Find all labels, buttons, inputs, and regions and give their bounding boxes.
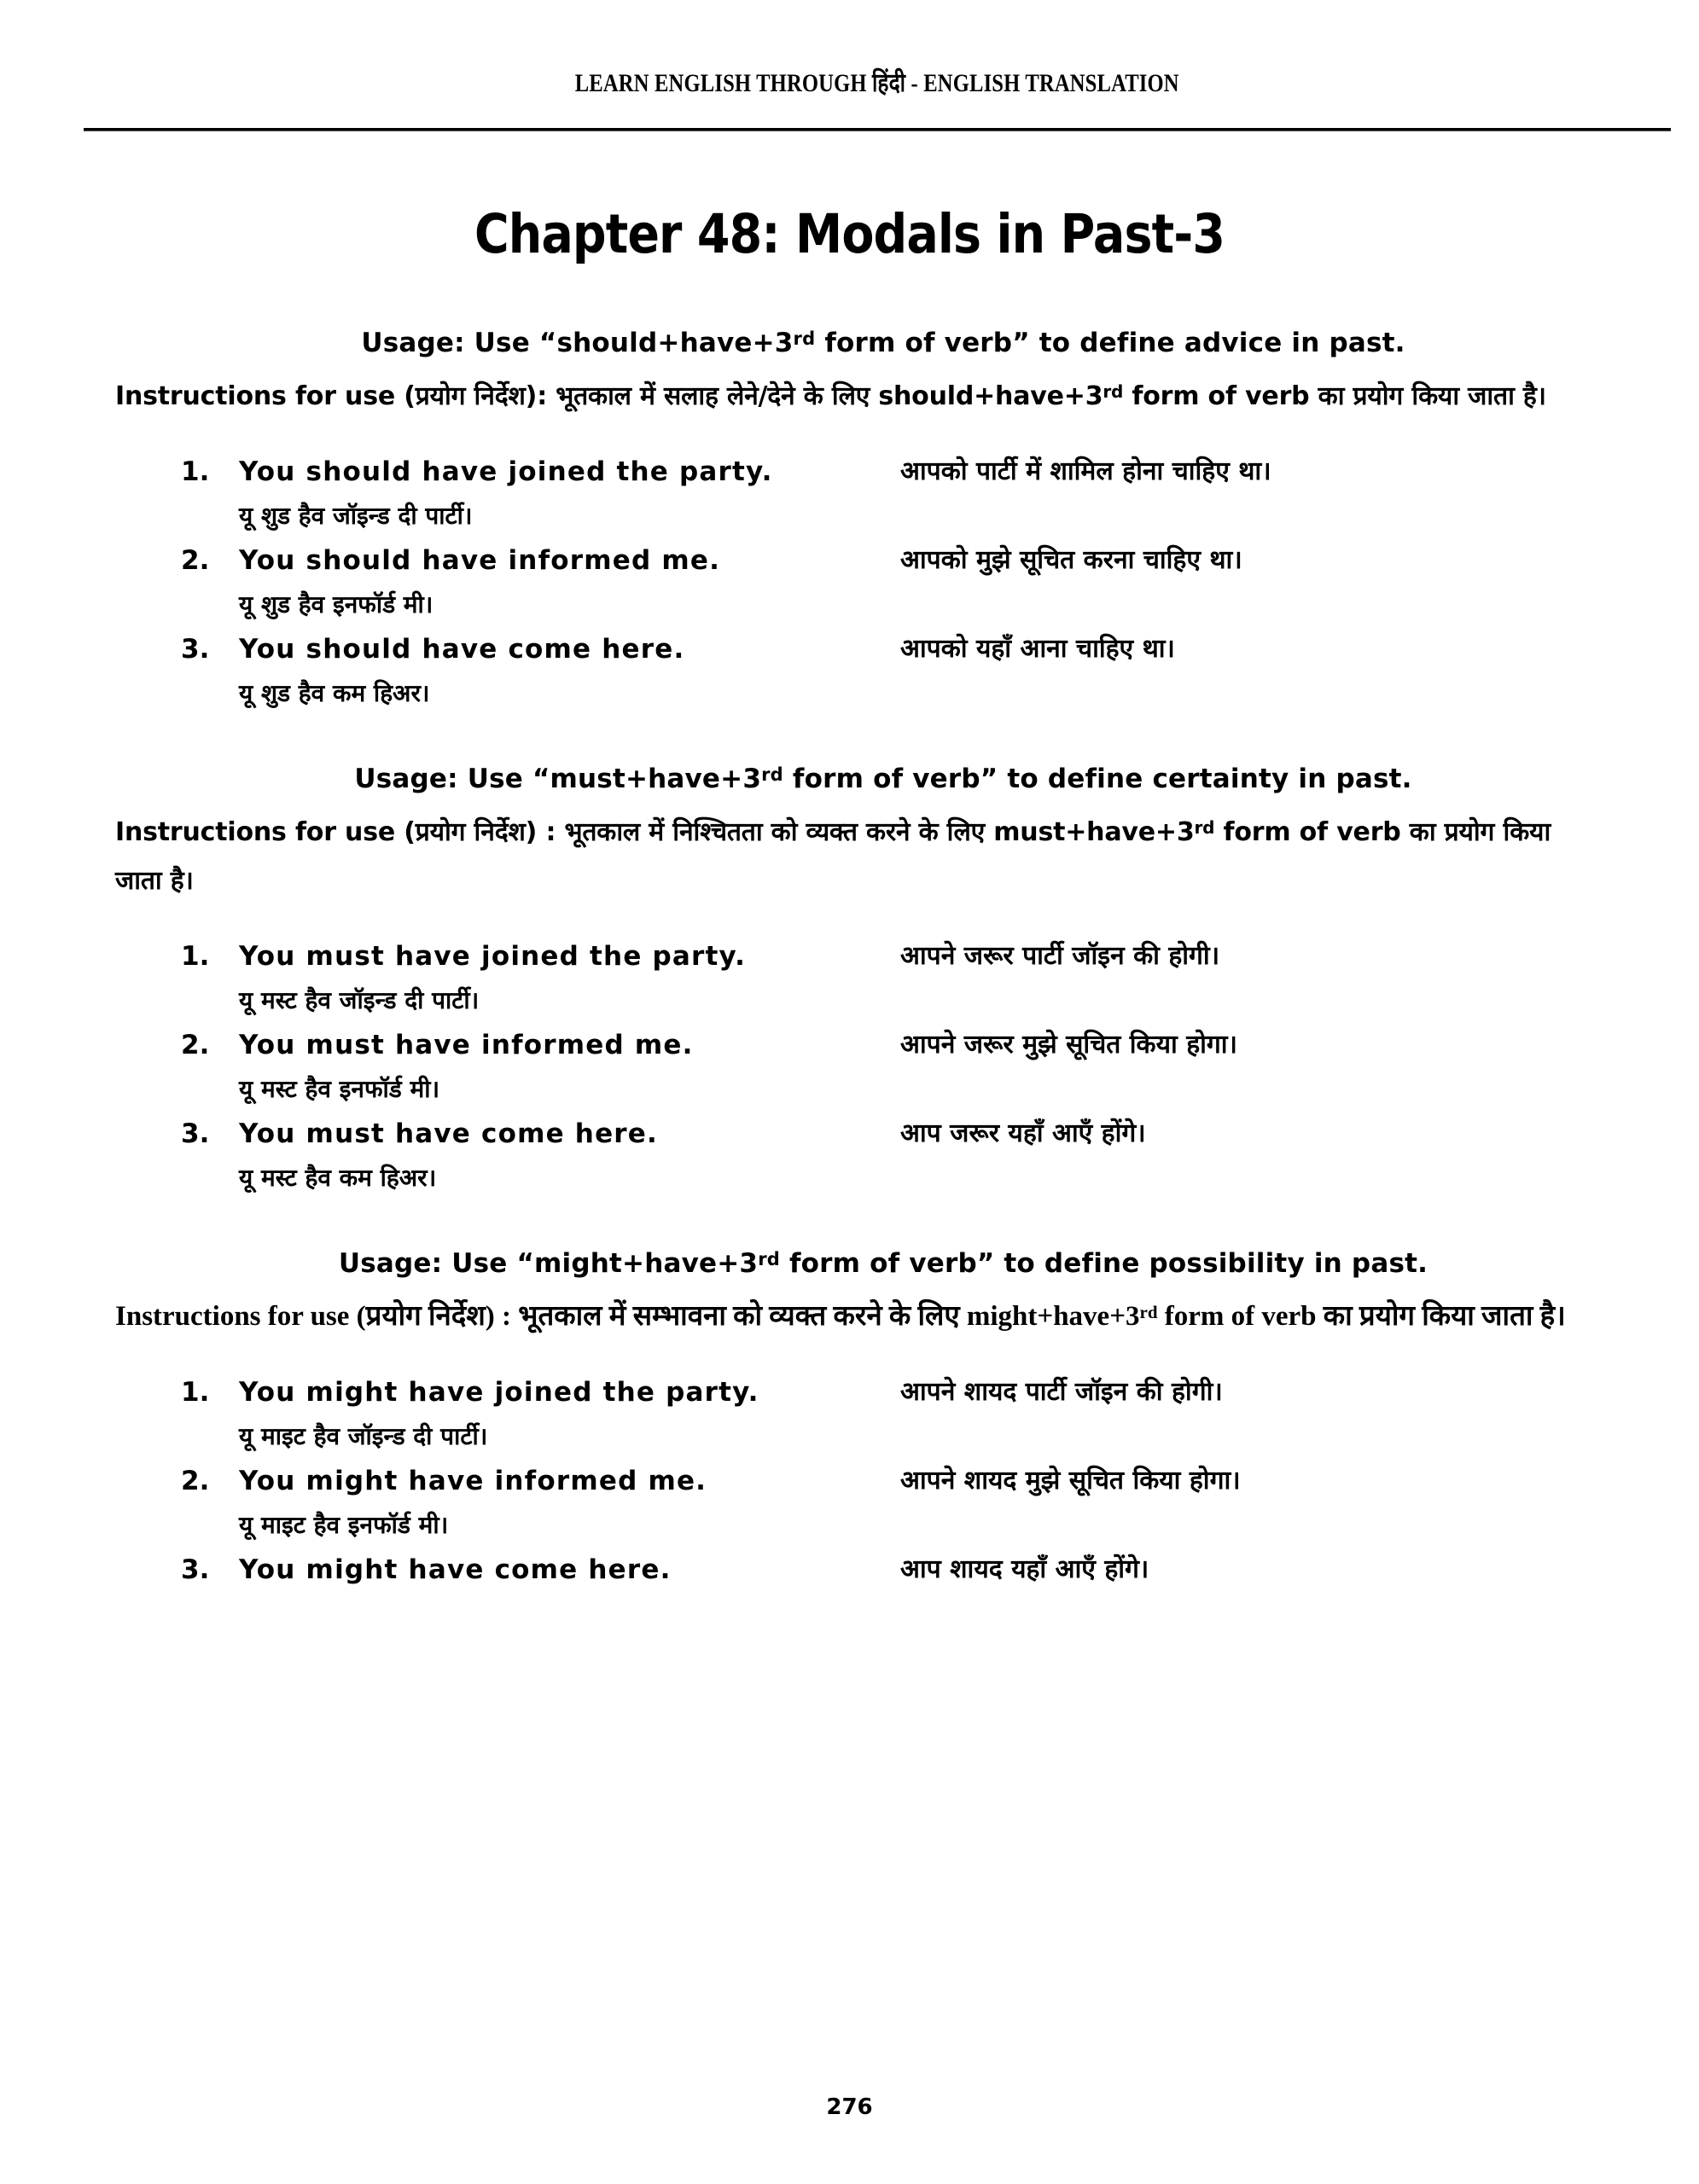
example-item	[115, 934, 1600, 979]
example-item	[115, 538, 1600, 583]
running-header-title: LEARN ENGLISH THROUGH हिंदी - ENGLISH TRANSLATION	[574, 69, 1180, 97]
usage-ordinal-suffix: rd	[793, 328, 816, 349]
usage-text-prefix: Usage: Use “should+have+3	[361, 328, 794, 358]
example-transliteration: यू शुड हैव कम हिअर।	[239, 679, 430, 707]
example-hindi-translation: आपको यहाँ आना चाहिए था।	[900, 634, 1175, 664]
instructions-paragraph	[115, 1288, 1600, 1341]
example-item	[115, 1370, 1600, 1414]
example-english-sentence: You might have joined the party.	[239, 1377, 759, 1408]
example-english-sentence: You might have come here.	[239, 1554, 672, 1585]
example-hindi-translation: आपने शायद मुझे सूचित किया होगा।	[900, 1466, 1241, 1496]
example-hindi-translation: आपने शायद पार्टी जॉइन की होगी।	[900, 1377, 1223, 1407]
example-transliteration: यू माइट हैव जॉइन्ड दी पार्टी।	[239, 1422, 488, 1450]
example-list	[115, 450, 1600, 716]
instructions-text-prefix: Instructions for use (प्रयोग निर्देश): भूतकाल में सलाह लेने/देने के लिए should+have+3	[115, 381, 1103, 411]
usage-text-suffix: form of verb” to define certainty in past.	[783, 764, 1412, 794]
instructions-text-suffix: form of verb का प्रयोग किया जाता है।	[1157, 1301, 1566, 1332]
instructions-paragraph	[115, 368, 1600, 421]
instructions-ordinal-suffix: rd	[1139, 1302, 1158, 1322]
example-english-sentence: You should have informed me.	[239, 545, 721, 576]
usage-statement	[115, 317, 1600, 364]
document-body	[115, 317, 1600, 1629]
instructions-text-prefix: Instructions for use (प्रयोग निर्देश) : भूतकाल में सम्भावना को व्यक्त करने के लिए might+have+3	[115, 1301, 1140, 1332]
example-hindi-translation: आपको मुझे सूचित करना चाहिए था।	[900, 545, 1242, 575]
usage-text-prefix: Usage: Use “might+have+3	[338, 1248, 759, 1279]
example-transliteration: यू माइट हैव इनफॉर्ड मी।	[239, 1511, 449, 1539]
example-number: 2.	[181, 1466, 210, 1496]
example-number: 1.	[181, 456, 210, 487]
example-hindi-translation: आपको पार्टी में शामिल होना चाहिए था।	[900, 456, 1271, 486]
usage-text-prefix: Usage: Use “must+have+3	[354, 764, 762, 794]
example-english-sentence: You must have come here.	[239, 1118, 658, 1149]
usage-statement	[115, 1238, 1600, 1285]
example-transliteration: यू मस्ट हैव इनफॉर्ड मी।	[239, 1075, 440, 1103]
usage-section	[115, 1238, 1600, 1592]
example-list	[115, 934, 1600, 1200]
instructions-paragraph	[115, 804, 1600, 905]
example-list	[115, 1370, 1600, 1592]
usage-statement	[115, 753, 1600, 800]
instructions-ordinal-suffix: rd	[1194, 817, 1215, 838]
instructions-text-suffix: form of verb का प्रयोग किया जाता है।	[115, 817, 1551, 896]
example-number: 1.	[181, 941, 210, 972]
example-item	[115, 627, 1600, 671]
usage-text-suffix: form of verb” to define possibility in past.	[780, 1248, 1428, 1279]
instructions-ordinal-suffix: rd	[1103, 381, 1124, 402]
example-english-sentence: You must have joined the party.	[239, 941, 747, 972]
example-number: 2.	[181, 545, 210, 576]
instructions-text-suffix: form of verb का प्रयोग किया जाता है।	[1123, 381, 1546, 411]
page-number: 276	[826, 2094, 873, 2120]
example-english-sentence: You might have informed me.	[239, 1466, 707, 1496]
usage-section	[115, 753, 1600, 1200]
example-english-sentence: You should have joined the party.	[239, 456, 773, 487]
instructions-text-prefix: Instructions for use (प्रयोग निर्देश) : भूतकाल में निश्चितता को व्यक्त करने के लिए must+have+3	[115, 817, 1195, 847]
example-item	[115, 1112, 1600, 1156]
example-transliteration: यू शुड हैव जॉइन्ड दी पार्टी।	[239, 502, 473, 530]
example-hindi-translation: आपने जरूर पार्टी जॉइन की होगी।	[900, 941, 1220, 971]
example-number: 3.	[181, 634, 210, 665]
example-number: 2.	[181, 1030, 210, 1060]
example-english-sentence: You should have come here.	[239, 634, 685, 665]
example-hindi-translation: आपने जरूर मुझे सूचित किया होगा।	[900, 1030, 1237, 1060]
usage-text-suffix: form of verb” to define advice in past.	[815, 328, 1405, 358]
example-english-sentence: You must have informed me.	[239, 1030, 694, 1060]
running-header	[84, 64, 1671, 99]
example-item	[115, 1023, 1600, 1067]
usage-ordinal-suffix: rd	[758, 1249, 780, 1269]
example-number: 1.	[181, 1377, 210, 1408]
usage-section	[115, 317, 1600, 716]
example-number: 3.	[181, 1554, 210, 1585]
example-number: 3.	[181, 1118, 210, 1149]
example-hindi-translation: आप जरूर यहाँ आएँ होंगे।	[900, 1118, 1146, 1148]
example-transliteration: यू मस्ट हैव जॉइन्ड दी पार्टी।	[239, 986, 480, 1014]
example-transliteration: यू शुड हैव इनफॉर्ड मी।	[239, 590, 433, 619]
example-transliteration: यू मस्ट हैव कम हिअर।	[239, 1164, 437, 1192]
page-title: Chapter 48: Modals in Past-3	[474, 203, 1225, 265]
example-item	[115, 1548, 1600, 1592]
usage-ordinal-suffix: rd	[761, 764, 783, 785]
example-hindi-translation: आप शायद यहाँ आएँ होंगे।	[900, 1554, 1149, 1584]
example-item	[115, 450, 1600, 494]
header-divider-rule	[84, 128, 1671, 131]
example-item	[115, 1459, 1600, 1503]
